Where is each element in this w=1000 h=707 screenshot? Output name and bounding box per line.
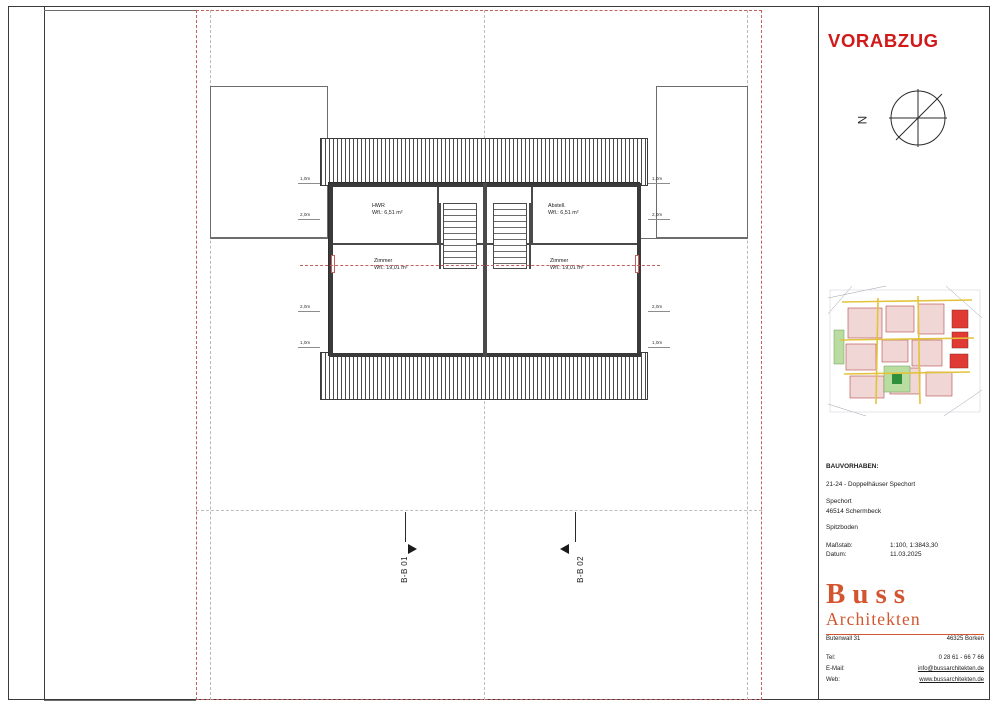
party-wall bbox=[483, 183, 487, 357]
dim-label-r2: 2,0m bbox=[652, 212, 663, 217]
contact-tel: Tel: 0 28 61 - 66 7 66 bbox=[826, 655, 984, 661]
dim-label-l2: 2,0m bbox=[300, 212, 311, 217]
north-arrow-icon bbox=[886, 86, 950, 150]
neighbour-building-left bbox=[210, 86, 328, 238]
dim-tick-l4 bbox=[298, 347, 320, 348]
titleblock-date: Datum: 11.03.2025 bbox=[826, 551, 922, 559]
titleblock-street: Spechort bbox=[826, 497, 852, 505]
office-address bbox=[826, 636, 984, 645]
office-city: 46325 Borken bbox=[946, 636, 984, 642]
plot-divider-horizontal bbox=[196, 510, 762, 511]
room-label-zimmer-left: Zimmer Wfl.: 19,01 m² bbox=[374, 258, 408, 272]
office-logo-buss: Buss bbox=[826, 578, 913, 610]
roof-hatch-top bbox=[320, 138, 648, 186]
dim-tick-l3 bbox=[298, 311, 320, 312]
street-line-top bbox=[44, 10, 196, 11]
section-arrow-bb01 bbox=[408, 544, 417, 554]
dim-label-r3: 2,0m bbox=[652, 304, 663, 309]
dim-label-r4: 1,0m bbox=[652, 340, 663, 345]
vorabzug-stamp: VORABZUG bbox=[828, 30, 939, 51]
contact-web[interactable]: Web: www.bussarchitekten.de bbox=[826, 677, 984, 683]
roof-hatch-bottom bbox=[320, 352, 648, 400]
titleblock-storey: Spitzboden bbox=[826, 524, 858, 531]
dim-tick-r3 bbox=[648, 311, 670, 312]
stair-right bbox=[493, 203, 527, 269]
dim-label-r1: 1,0m bbox=[652, 176, 663, 181]
partition-abstell bbox=[531, 187, 533, 243]
office-logo-architekten: Architekten bbox=[826, 609, 921, 629]
building-footprint bbox=[320, 138, 648, 400]
stair-wall-right bbox=[529, 203, 531, 269]
window-west bbox=[331, 255, 335, 273]
room-label-abstell: Abstell. Wfl.: 6,51 m² bbox=[548, 203, 579, 217]
section-label-bb02: B-B 02 bbox=[576, 556, 585, 583]
section-arrow-bb02 bbox=[560, 544, 569, 554]
dim-tick-r1 bbox=[648, 183, 670, 184]
titleblock bbox=[826, 462, 984, 559]
dim-label-l4: 1,0m bbox=[300, 340, 311, 345]
office-logo-rule bbox=[826, 634, 984, 635]
office-contact bbox=[826, 655, 984, 688]
sheet-binding-margin bbox=[44, 6, 45, 700]
dim-tick-r2 bbox=[648, 219, 670, 220]
section-line-bb01 bbox=[405, 512, 406, 542]
dim-tick-r4 bbox=[648, 347, 670, 348]
section-label-bb01: B-B 01 bbox=[400, 556, 409, 583]
window-east bbox=[635, 255, 639, 273]
site-location-map bbox=[826, 284, 984, 418]
dim-tick-l1 bbox=[298, 183, 320, 184]
stair-wall-left bbox=[439, 203, 441, 269]
titleblock-city: 46514 Schermbeck bbox=[826, 507, 882, 515]
room-label-hwr: HWR Wfl.: 6,51 m² bbox=[372, 203, 403, 217]
room-label-zimmer-right: Zimmer Wfl.: 19,01 m² bbox=[550, 258, 584, 272]
north-letter: N bbox=[855, 115, 870, 125]
office-street: Butenwall 31 bbox=[826, 636, 861, 642]
email-link[interactable]: info@bussarchitekten.de bbox=[917, 666, 984, 672]
dim-tick-l2 bbox=[298, 219, 320, 220]
contact-email[interactable]: E-Mail: info@bussarchitekten.de bbox=[826, 666, 984, 672]
titleblock-scale: Maßstab: 1:100, 1:3843,30 bbox=[826, 542, 938, 550]
dim-label-l3: 2,0m bbox=[300, 304, 311, 309]
plan-guide-line bbox=[300, 265, 660, 266]
neighbour-building-right bbox=[656, 86, 748, 238]
dim-label-l1: 1,0m bbox=[300, 176, 311, 181]
website-link[interactable]: www.bussarchitekten.de bbox=[919, 677, 984, 683]
titleblock-heading: BAUVORHABEN: bbox=[826, 463, 879, 470]
section-line-bb02 bbox=[575, 512, 576, 542]
title-panel-divider bbox=[818, 6, 819, 700]
titleblock-project: 21-24 - Doppelhäuser Spechort bbox=[826, 481, 916, 489]
street-line-bottom bbox=[44, 700, 196, 701]
stair-left bbox=[443, 203, 477, 269]
